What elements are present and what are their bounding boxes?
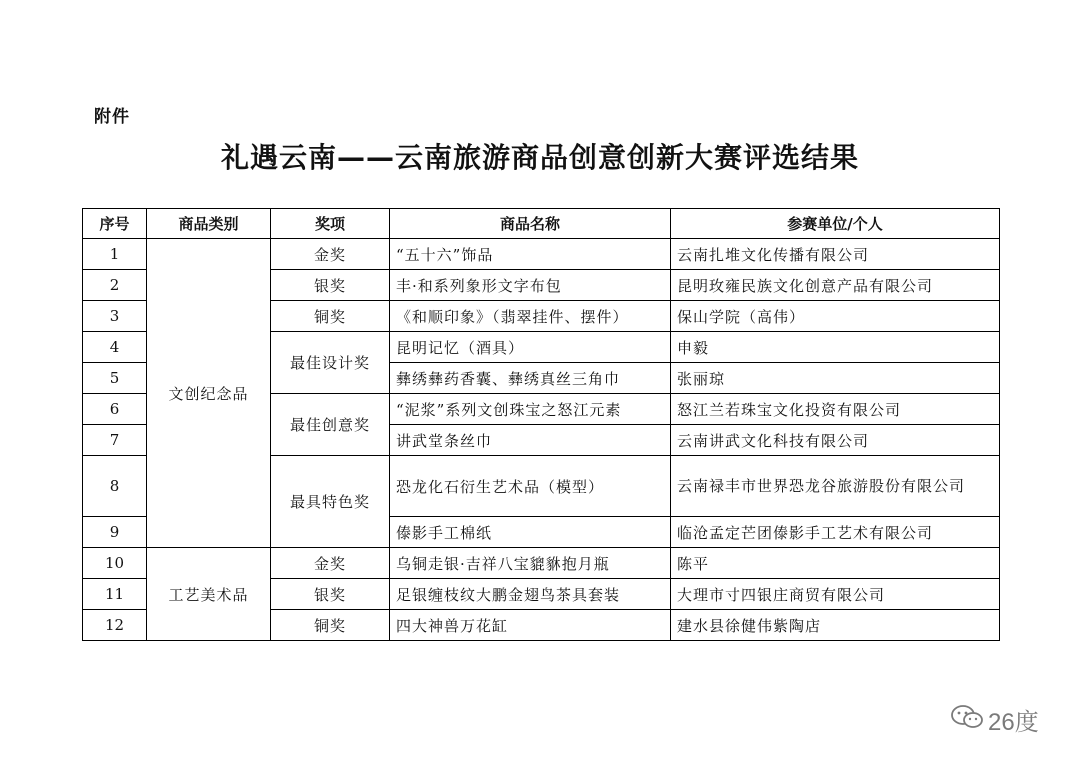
row-no: 9 [83,517,147,548]
watermark [950,704,1039,734]
watermark-text: 26度 [988,708,1039,736]
award-cell: 银奖 [271,270,390,301]
product-name: 傣影手工棉纸 [390,517,671,548]
award-cell: 铜奖 [271,610,390,641]
award-cell: 金奖 [271,548,390,579]
row-no: 3 [83,301,147,332]
category-cell: 文创纪念品 [147,239,271,548]
product-name: 彝绣彝药香囊、彝绣真丝三角巾 [390,363,671,394]
row-no: 7 [83,425,147,456]
entrant: 云南扎堆文化传播有限公司 [671,239,1000,270]
entrant: 怒江兰若珠宝文化投资有限公司 [671,394,1000,425]
row-no: 1 [83,239,147,270]
award-cell: 最佳设计奖 [271,332,390,394]
award-cell: 银奖 [271,579,390,610]
row-no: 10 [83,548,147,579]
product-name: 讲武堂条丝巾 [390,425,671,456]
entrant: 陈平 [671,548,1000,579]
row-no: 4 [83,332,147,363]
product-name: 昆明记忆（酒具） [390,332,671,363]
row-no: 12 [83,610,147,641]
product-name: 乌铜走银·吉祥八宝貔貅抱月瓶 [390,548,671,579]
product-name: “泥浆”系列文创珠宝之怒江元素 [390,394,671,425]
row-no: 5 [83,363,147,394]
header-no: 序号 [83,209,147,239]
entrant: 云南讲武文化科技有限公司 [671,425,1000,456]
table-header-row [83,209,1000,239]
results-table [82,208,1000,641]
product-name: “五十六”饰品 [390,239,671,270]
document-title: 礼遇云南——云南旅游商品创意创新大赛评选结果 [220,141,859,174]
entrant: 申毅 [671,332,1000,363]
product-name: 《和顺印象》（翡翠挂件、摆件） [390,301,671,332]
entrant: 建水县徐健伟紫陶店 [671,610,1000,641]
row-no: 11 [83,579,147,610]
award-cell: 最佳创意奖 [271,394,390,456]
header-award: 奖项 [271,209,390,239]
product-name: 四大神兽万花缸 [390,610,671,641]
award-cell: 铜奖 [271,301,390,332]
product-name: 恐龙化石衍生艺术品（模型） [390,456,671,517]
header-product-name: 商品名称 [390,209,671,239]
table-row [83,239,1000,270]
row-no: 2 [83,270,147,301]
entrant: 张丽琼 [671,363,1000,394]
entrant: 保山学院（高伟） [671,301,1000,332]
entrant: 临沧孟定芒团傣影手工艺术有限公司 [671,517,1000,548]
entrant: 昆明玫雍民族文化创意产品有限公司 [671,270,1000,301]
table-row [83,548,1000,579]
row-no: 6 [83,394,147,425]
wechat-icon [950,704,984,734]
product-name: 足银缠枝纹大鹏金翅鸟茶具套装 [390,579,671,610]
award-cell: 金奖 [271,239,390,270]
row-no: 8 [83,456,147,517]
entrant: 云南禄丰市世界恐龙谷旅游股份有限公司 [671,456,1000,517]
entrant: 大理市寸四银庄商贸有限公司 [671,579,1000,610]
category-cell: 工艺美术品 [147,548,271,641]
header-entrant: 参赛单位/个人 [671,209,1000,239]
award-cell: 最具特色奖 [271,456,390,548]
attachment-label: 附件 [94,107,130,127]
header-category: 商品类别 [147,209,271,239]
product-name: 丰·和系列象形文字布包 [390,270,671,301]
